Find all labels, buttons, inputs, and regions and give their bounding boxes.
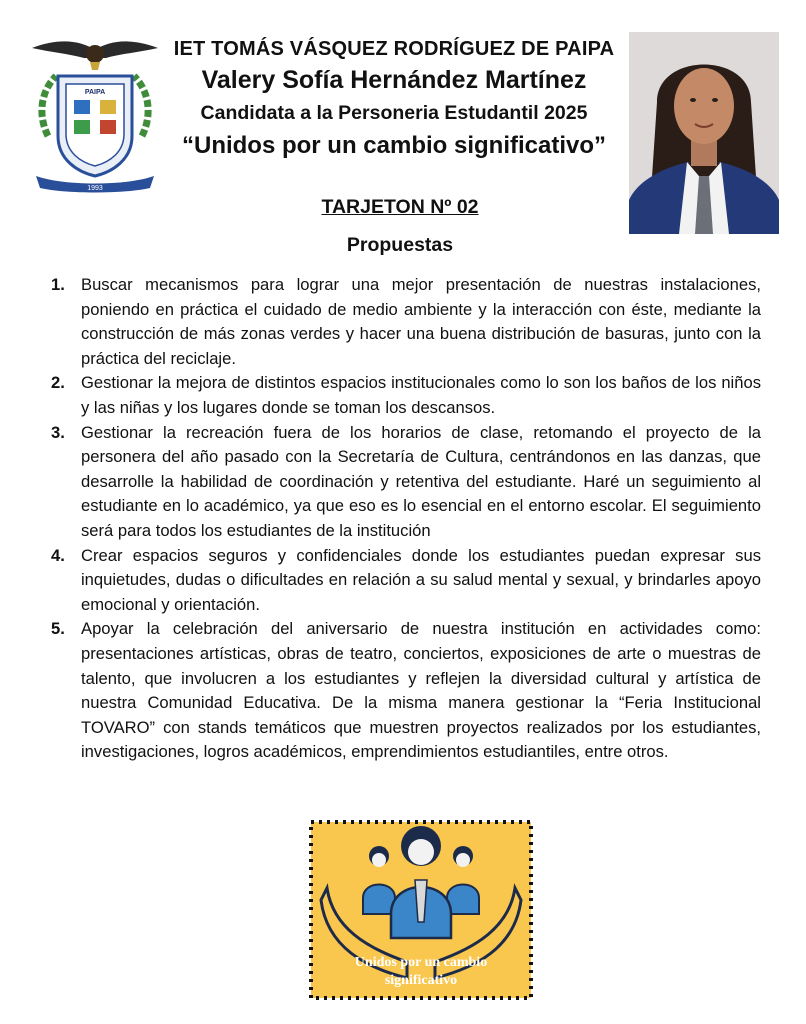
proposal-number: 1. (51, 275, 65, 294)
proposal-number: 4. (51, 545, 65, 565)
crest-year: 1993 (87, 185, 103, 192)
proposal-number: 3. (51, 422, 65, 442)
proposal-text: Crear espacios seguros y confidenciales donde los estudiantes puedan expresar sus inquietudes, dudas o dificultades en relación a su salud mental y sexual, y brindarles apoyo emocional y orientación. (81, 545, 761, 614)
list-item (51, 273, 761, 371)
logo-text-line2: significativo (384, 973, 458, 988)
campaign-slogan: “Unidos por un cambio significativo” (181, 132, 607, 159)
list-item (51, 371, 761, 420)
school-name: IET TOMÁS VÁSQUEZ RODRÍGUEZ DE PAIPA (173, 38, 615, 60)
proposal-text: Gestionar la mejora de distintos espacios institucionales como lo son los baños de los niños y las niñas y los lugares donde se toman los descansos. (81, 373, 761, 417)
proposal-text: Apoyar la celebración del aniversario de nuestra institución en actividades como: presentaciones artísticas, obras de teatro, conciertos, exposiciones de arte o muestras de talento, que involucren a los estudiantes y reflejen la diversidad cultural y artística de nuestra Comunidad Educativa. De la misma manera gestionar la “Feria Institucional TOVARO” con stands temáticos que muestren proyectos realizados por los estudiantes, investigaciones, logros académicos, emprendimientos estudiantiles, entre otros. (81, 619, 761, 762)
ballot-number: TARJETON Nº 02 (321, 196, 479, 218)
proposals-list (51, 273, 761, 765)
header (165, 36, 623, 162)
list-item (51, 421, 761, 544)
proposal-text: Gestionar la recreación fuera de los horarios de clase, retomando el proyecto de la personera del año pasado con la Secretaría de Cultura, centrándonos en las danzas, que desarrolle la habilidad de coordinación y retentiva del estudiante. Haré un seguimiento al estudiante en lo académico, ya que eso es lo esencial en el entorno escolar. El seguimiento será para todos los estudiantes de la institución (81, 422, 761, 540)
candidate-photo (629, 32, 779, 234)
list-item (51, 544, 761, 618)
candidacy-title: Candidata a la Personeria Estudantil 2025 (200, 102, 588, 124)
crest-top-text: PAIPA (84, 89, 106, 96)
list-item (51, 617, 761, 765)
logo-text-line1: Unidos por un cambio (354, 955, 488, 970)
proposal-number: 2. (51, 373, 65, 393)
candidate-name: Valery Sofía Hernández Martínez (201, 66, 587, 94)
school-crest-logo (28, 36, 162, 194)
proposal-number: 5. (51, 619, 65, 639)
proposals-heading: Propuestas (346, 234, 454, 256)
campaign-logo (307, 818, 535, 1002)
proposal-text: Buscar mecanismos para lograr una mejor presentación de nuestras instalaciones, poniendo en práctica el cuidado de medio ambiente y la interacción con éste, mediante la construcción de más zonas verdes y hacer una buena distribución de basuras, junto con la práctica del reciclaje. (81, 275, 761, 368)
